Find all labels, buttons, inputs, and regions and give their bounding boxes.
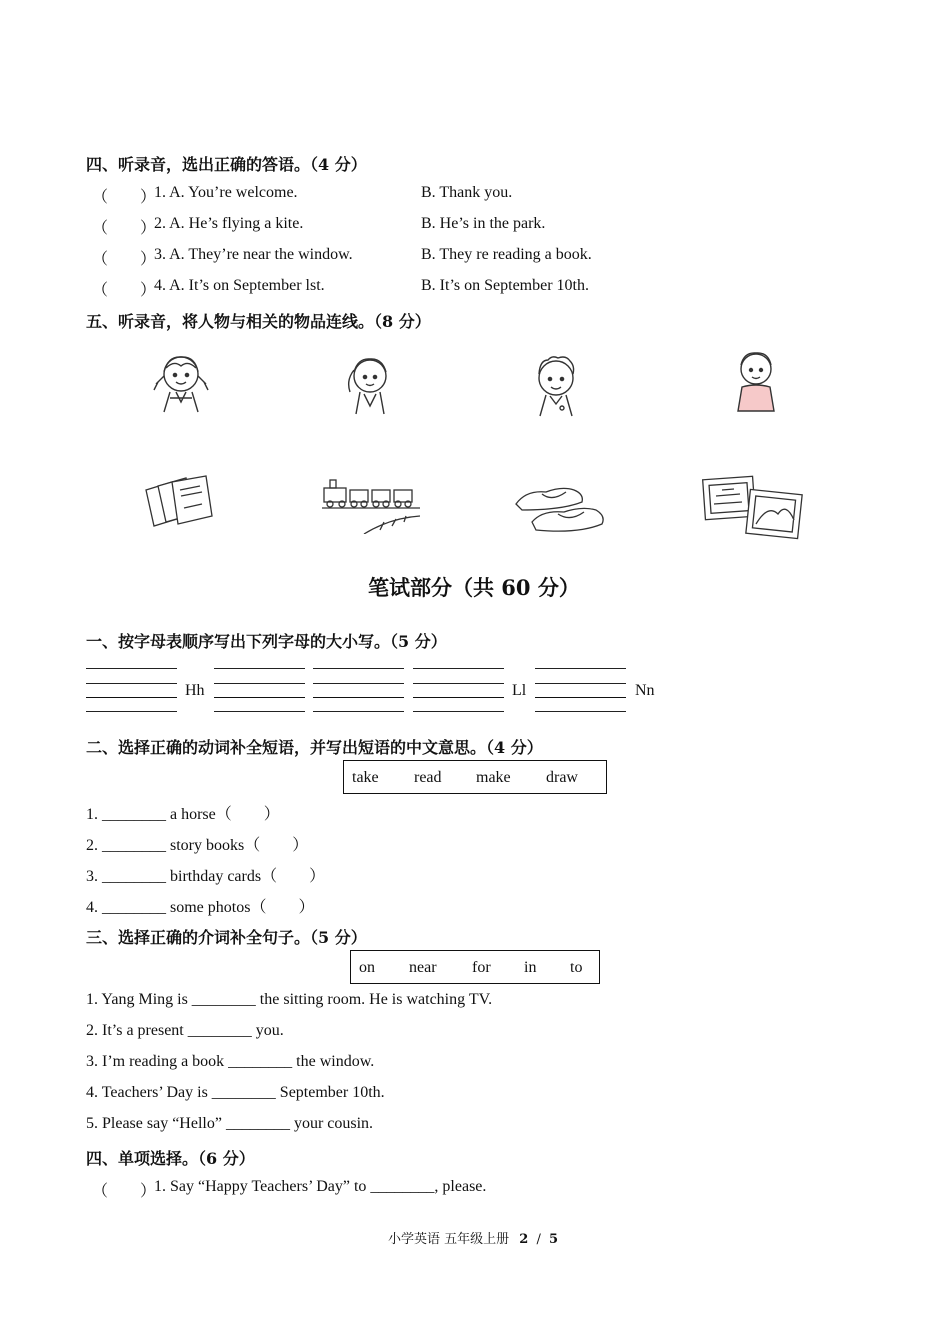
verb-question[interactable]: 3. ________ birthday cards（ ） (86, 868, 326, 885)
footer-page-total: 5 (549, 1232, 559, 1247)
writing-baseline[interactable] (535, 697, 626, 698)
word-option: make (476, 769, 511, 786)
writing-line[interactable] (413, 711, 504, 712)
toy-train-icon (320, 476, 424, 534)
writing-line[interactable] (535, 668, 626, 669)
choice-question: 1. Say “Happy Teachers’ Day” to ________, please. (154, 1178, 487, 1195)
word-option: on (359, 959, 375, 976)
option-b: B. He’s in the park. (421, 215, 546, 232)
footer-subject: 小学英语 五年级上册 (388, 1232, 510, 1247)
story-books-icon (140, 472, 218, 534)
writing-line[interactable] (86, 668, 177, 669)
writing-baseline[interactable] (214, 697, 305, 698)
word-option: to (570, 959, 583, 976)
preposition-question[interactable]: 3. I’m reading a book ________ the window. (86, 1053, 375, 1070)
writing-baseline[interactable] (313, 697, 404, 698)
answer-bracket[interactable]: （ ） (92, 189, 157, 206)
writing-line[interactable] (214, 668, 305, 669)
answer-bracket[interactable]: （ ） (92, 282, 157, 299)
writing-line[interactable] (413, 668, 504, 669)
preposition-question[interactable]: 2. It’s a present ________ you. (86, 1022, 284, 1039)
footer-page-number: 2 (519, 1232, 529, 1247)
boy-short-hair-icon (724, 345, 788, 415)
verb-question[interactable]: 1. ________ a horse（ ） (86, 806, 280, 823)
writing-line[interactable] (214, 683, 305, 684)
preposition-word-bank (350, 950, 600, 984)
word-option: in (524, 959, 537, 976)
writing-line[interactable] (313, 711, 404, 712)
listening-section-5-heading: 五、听录音，将人物与相关的物品连线。（8 分） (86, 312, 431, 331)
option-a: 3. A. They’re near the window. (154, 246, 353, 263)
writing-line[interactable] (214, 711, 305, 712)
girl-ponytail-icon (342, 350, 398, 418)
preposition-question[interactable]: 5. Please say “Hello” ________ your cousin. (86, 1115, 374, 1132)
page-footer (388, 1228, 558, 1247)
shoes-icon (512, 480, 608, 540)
verb-word-bank (343, 760, 607, 794)
writing-line[interactable] (413, 683, 504, 684)
writing-baseline[interactable] (86, 697, 177, 698)
writing-line[interactable] (313, 668, 404, 669)
option-b: B. They re reading a book. (421, 246, 592, 263)
writing-line[interactable] (86, 683, 177, 684)
word-option: read (414, 769, 442, 786)
letter-hh: Hh (185, 682, 205, 699)
boy-curly-hair-icon (528, 350, 584, 420)
option-b: B. Thank you. (421, 184, 513, 201)
writing-line[interactable] (535, 711, 626, 712)
letters-section-heading: 一、按字母表顺序写出下列字母的大小写。（5 分） (86, 632, 447, 651)
answer-bracket[interactable]: （ ） (92, 1183, 157, 1200)
word-option: draw (546, 769, 578, 786)
preposition-section-heading: 三、选择正确的介词补全句子。（5 分） (86, 928, 367, 947)
writing-line[interactable] (535, 683, 626, 684)
option-a: 4. A. It’s on September lst. (154, 277, 325, 294)
letter-ll: Ll (512, 682, 527, 699)
single-choice-heading: 四、单项选择。（6 分） (86, 1149, 255, 1168)
writing-line[interactable] (313, 683, 404, 684)
word-option: for (472, 959, 491, 976)
preposition-question[interactable]: 1. Yang Ming is ________ the sitting room. He is watching TV. (86, 991, 493, 1008)
verb-section-heading: 二、选择正确的动词补全短语，并写出短语的中文意思。（4 分） (86, 738, 543, 757)
word-option: take (352, 769, 379, 786)
verb-question[interactable]: 2. ________ story books（ ） (86, 837, 309, 854)
photos-icon (702, 474, 804, 542)
preposition-question[interactable]: 4. Teachers’ Day is ________ September 10th. (86, 1084, 385, 1101)
writing-line[interactable] (86, 711, 177, 712)
answer-bracket[interactable]: （ ） (92, 251, 157, 268)
option-b: B. It’s on September 10th. (421, 277, 589, 294)
answer-bracket[interactable]: （ ） (92, 220, 157, 237)
girl-pigtails-icon (150, 348, 212, 416)
word-option: near (409, 959, 437, 976)
listening-section-4-heading: 四、听录音，选出正确的答语。（4 分） (86, 155, 367, 174)
writing-baseline[interactable] (413, 697, 504, 698)
option-a: 1. A. You’re welcome. (154, 184, 298, 201)
verb-question[interactable]: 4. ________ some photos（ ） (86, 899, 315, 916)
written-part-title: 笔试部分（共 60 分） (368, 575, 580, 600)
option-a: 2. A. He’s flying a kite. (154, 215, 304, 232)
footer-separator: / (536, 1232, 541, 1247)
letter-nn: Nn (635, 682, 655, 699)
